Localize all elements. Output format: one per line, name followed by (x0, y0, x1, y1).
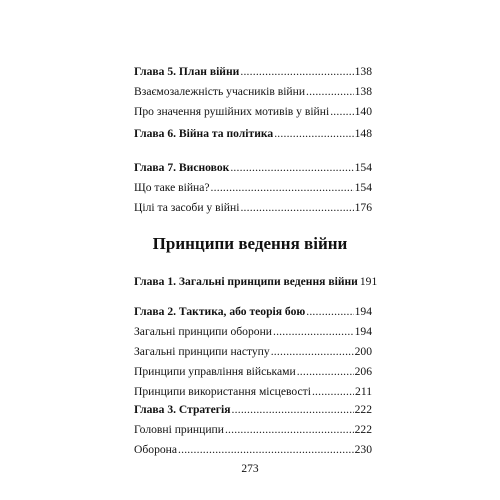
toc-entry-page: 148 (354, 127, 372, 140)
toc-part2-chapter-3 (134, 400, 372, 460)
toc-leader-dots (306, 302, 353, 322)
toc-leader-dots (232, 400, 354, 420)
toc-entry-label: Глава 2. Тактика, або теорія бою (134, 305, 306, 318)
toc-entry (134, 82, 372, 102)
toc-part2-chapter-2 (134, 302, 372, 402)
toc-entry-label: Цілі та засоби у війні (134, 201, 240, 214)
toc-entry-page: 191 (359, 275, 378, 288)
toc-chapter-heading (134, 158, 372, 178)
toc-chapter-heading (134, 302, 372, 322)
toc-entry-page: 154 (354, 181, 372, 194)
toc-chapter-heading (134, 124, 372, 144)
toc-leader-dots (312, 382, 354, 402)
toc-entry (134, 342, 372, 362)
toc-leader-dots (240, 198, 353, 218)
toc-entry-page: 176 (354, 201, 372, 214)
toc-entry-page: 194 (354, 305, 372, 318)
toc-entry-label: Головні принципи (134, 423, 224, 436)
toc-entry (134, 198, 372, 218)
toc-entry-label: Про значення рушійних мотивів у війні (134, 105, 330, 118)
toc-entry-label: Оборона (134, 443, 178, 456)
toc-entry (134, 440, 372, 460)
toc-leader-dots (240, 62, 353, 82)
toc-entry (134, 322, 372, 342)
toc-leader-dots (225, 420, 354, 440)
toc-entry-page: 222 (354, 403, 372, 416)
toc-chapter-heading (134, 272, 378, 292)
page-number: 273 (241, 463, 259, 475)
toc-entry-label: Загальні принципи наступу (134, 345, 270, 358)
toc-part2-chapter-1 (134, 272, 378, 292)
toc-leader-dots (271, 342, 354, 362)
toc-entry-label: Загальні принципи оборони (134, 325, 272, 338)
toc-entry-label: Глава 6. Війна та політика (134, 127, 274, 140)
toc-leader-dots (273, 322, 354, 342)
toc-entry-label: Що таке війна? (134, 181, 210, 194)
toc-entry-label: Принципи використання місцевості (134, 385, 311, 398)
toc-leader-dots (306, 82, 354, 102)
toc-leader-dots (230, 158, 353, 178)
toc-entry-page: 211 (355, 385, 372, 398)
toc-leader-dots (297, 362, 354, 382)
toc-chapter-heading (134, 62, 372, 82)
toc-entry (134, 362, 372, 382)
toc-entry-label: Глава 5. План війни (134, 65, 240, 78)
toc-entry (134, 420, 372, 440)
toc-entry-label: Глава 1. Загальні принципи ведення війни (134, 275, 358, 288)
toc-leader-dots (274, 124, 353, 144)
section-title: Принципи ведення війни (152, 234, 348, 253)
toc-leader-dots (211, 178, 354, 198)
toc-entry (134, 382, 372, 402)
toc-entry-page: 206 (354, 365, 372, 378)
toc-entry-page: 230 (354, 443, 372, 456)
toc-entry-page: 140 (354, 105, 372, 118)
toc-entry-label: Глава 7. Висновок (134, 161, 230, 174)
toc-entry-label: Принципи управління військами (134, 365, 296, 378)
toc-leader-dots (178, 440, 354, 460)
toc-entry-label: Глава 3. Стратегія (134, 403, 231, 416)
toc-entry-page: 222 (354, 423, 372, 436)
toc-entry (134, 102, 372, 122)
toc-entry-page: 138 (354, 65, 372, 78)
toc-entry-page: 138 (354, 85, 372, 98)
toc-entry-page: 194 (354, 325, 372, 338)
toc-entry-label: Взаємозалежність учасників війни (134, 85, 306, 98)
toc-chapter-5 (134, 62, 372, 122)
toc-chapter-6 (134, 124, 372, 144)
toc-chapter-heading (134, 400, 372, 420)
toc-entry-page: 154 (354, 161, 372, 174)
toc-leader-dots (330, 102, 353, 122)
toc-entry-page: 200 (354, 345, 372, 358)
toc-entry (134, 178, 372, 198)
toc-chapter-7 (134, 158, 372, 218)
